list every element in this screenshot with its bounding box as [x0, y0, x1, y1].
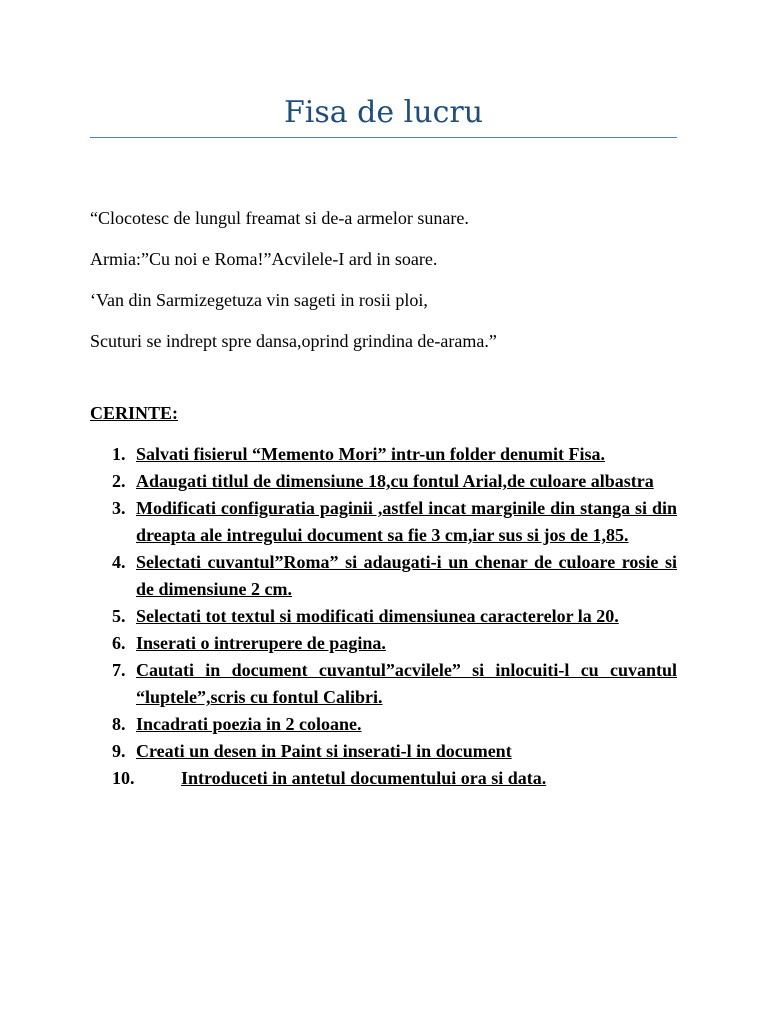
- document-title: Fisa de lucru: [90, 95, 677, 138]
- requirements-heading: CERINTE:: [90, 403, 179, 423]
- task-item: [90, 765, 677, 792]
- task-item: [90, 603, 677, 630]
- task-item: [90, 468, 677, 495]
- task-number: 9.: [112, 741, 126, 761]
- task-item: [90, 711, 677, 738]
- poem-line: “Clocotesc de lungul freamat si de-a armelor sunare.: [90, 208, 469, 228]
- document-page: [90, 0, 677, 792]
- poem: [90, 206, 677, 353]
- task-number: 1.: [112, 444, 126, 464]
- task-number: 3.: [112, 498, 126, 518]
- task-item: [90, 441, 677, 468]
- task-text: Incadrati poezia in 2 coloane.: [136, 714, 362, 734]
- task-text: Salvati fisierul “Memento Mori” intr-un folder denumit Fisa.: [136, 444, 605, 464]
- task-number: 5.: [112, 606, 126, 626]
- task-text: Modificati configuratia paginii ,astfel incat marginile din stanga si din dreapta ale intregului document sa fie 3 cm,iar sus si jos de 1,85.: [136, 498, 677, 545]
- task-text: Selectati tot textul si modificati dimensiunea caracterelor la 20.: [136, 606, 619, 626]
- task-text: Selectati cuvantul”Roma” si adaugati-i un chenar de culoare rosie si de dimensiune 2 cm.: [136, 552, 677, 599]
- poem-line: Armia:”Cu noi e Roma!”Acvilele-I ard in soare.: [90, 249, 438, 269]
- poem-line: Scuturi se indrept spre dansa,oprind grindina de-arama.”: [90, 331, 497, 351]
- task-text: Introduceti in antetul documentului ora si data.: [181, 768, 547, 788]
- task-number: 8.: [112, 714, 126, 734]
- task-item: [90, 549, 677, 603]
- task-number: 10.: [112, 768, 135, 788]
- poem-line: ‘Van din Sarmizegetuza vin sageti in rosii ploi,: [90, 290, 428, 310]
- task-item: [90, 657, 677, 711]
- task-text: Adaugati titlul de dimensiune 18,cu fontul Arial,de culoare albastra: [136, 471, 654, 491]
- task-number: 7.: [112, 660, 126, 680]
- task-item: [90, 738, 677, 765]
- task-number: 2.: [112, 471, 126, 491]
- task-number: 4.: [112, 552, 126, 572]
- task-number: 6.: [112, 633, 126, 653]
- task-list: [90, 441, 677, 792]
- task-item: [90, 495, 677, 549]
- task-text: Inserati o intrerupere de pagina.: [136, 633, 386, 653]
- task-text: Cautati in document cuvantul”acvilele” si inlocuiti-l cu cuvantul “luptele”,scris cu fontul Calibri.: [136, 660, 677, 707]
- task-item: [90, 630, 677, 657]
- task-text: Creati un desen in Paint si inserati-l in document: [136, 741, 512, 761]
